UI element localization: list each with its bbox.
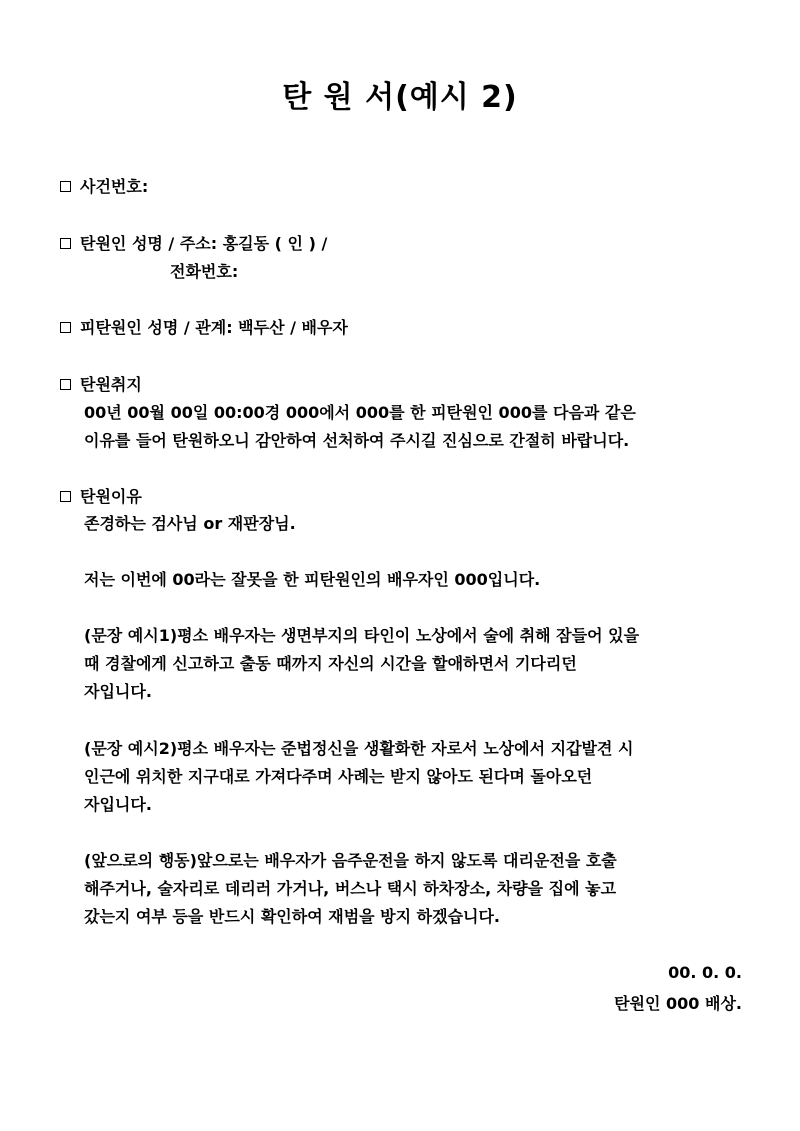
checkbox-icon [60,181,71,192]
checkbox-icon [60,491,71,502]
petitioner-label: 탄원인 성명 / 주소: 홍길동 ( 인 ) / [80,234,328,253]
document-title: 탄 원 서(예시 2) [282,80,518,115]
reason-heading: 탄원이유 [80,487,142,506]
subject-label: 피탄원인 성명 / 관계: 백두산 / 배우자 [80,318,348,337]
checkbox-icon [60,379,71,390]
purpose-heading: 탄원취지 [80,375,142,394]
phone-label: 전화번호: [170,262,239,281]
case-number-label: 사건번호: [80,177,149,196]
purpose-line: 이유를 들어 탄원하오니 감안하여 선처하여 주시길 진심으로 간절히 바랍니다. [84,431,630,450]
greeting-line: 존경하는 검사님 or 재판장님. [84,514,296,533]
subject-row [60,318,348,338]
intro-line: 저는 이번에 00라는 잘못을 한 피탄원인의 배우자인 000입니다. [84,570,541,589]
purpose-line: 00년 00월 00일 00:00경 000에서 000를 한 피탄원인 000를 다음과 같은 [84,403,636,422]
future-line: (앞으로의 행동)앞으로는 배우자가 음주운전을 하지 않도록 대리운전을 호출 [84,851,617,870]
checkbox-icon [60,322,71,333]
example1-line: 자입니다. [84,682,152,701]
example2-line: 자입니다. [84,795,152,814]
petitioner-row [60,234,327,254]
example1-line: (문장 예시1)평소 배우자는 생면부지의 타인이 노상에서 술에 취해 잠들어 있을 [84,626,640,645]
reason-heading-row [60,487,142,507]
case-number-row [60,177,148,197]
example2-line: 인근에 위치한 지구대로 가져다주며 사례는 받지 않아도 된다며 돌아오던 [84,767,593,786]
example2-line: (문장 예시2)평소 배우자는 준법정신을 생활화한 자로서 노상에서 지갑발견 시 [84,739,634,758]
future-line: 갔는지 여부 등을 반드시 확인하여 재범을 방지 하겠습니다. [84,907,501,926]
date-line: 00. 0. 0. [668,963,742,982]
signature-line: 탄원인 000 배상. [614,994,742,1013]
purpose-heading-row [60,375,142,395]
future-line: 해주거나, 술자리로 데리러 가거나, 버스나 택시 하차장소, 차량을 집에 놓고 [84,879,617,898]
checkbox-icon [60,238,71,249]
example1-line: 때 경찰에게 신고하고 출동 때까지 자신의 시간을 할애하면서 기다리던 [84,654,577,673]
